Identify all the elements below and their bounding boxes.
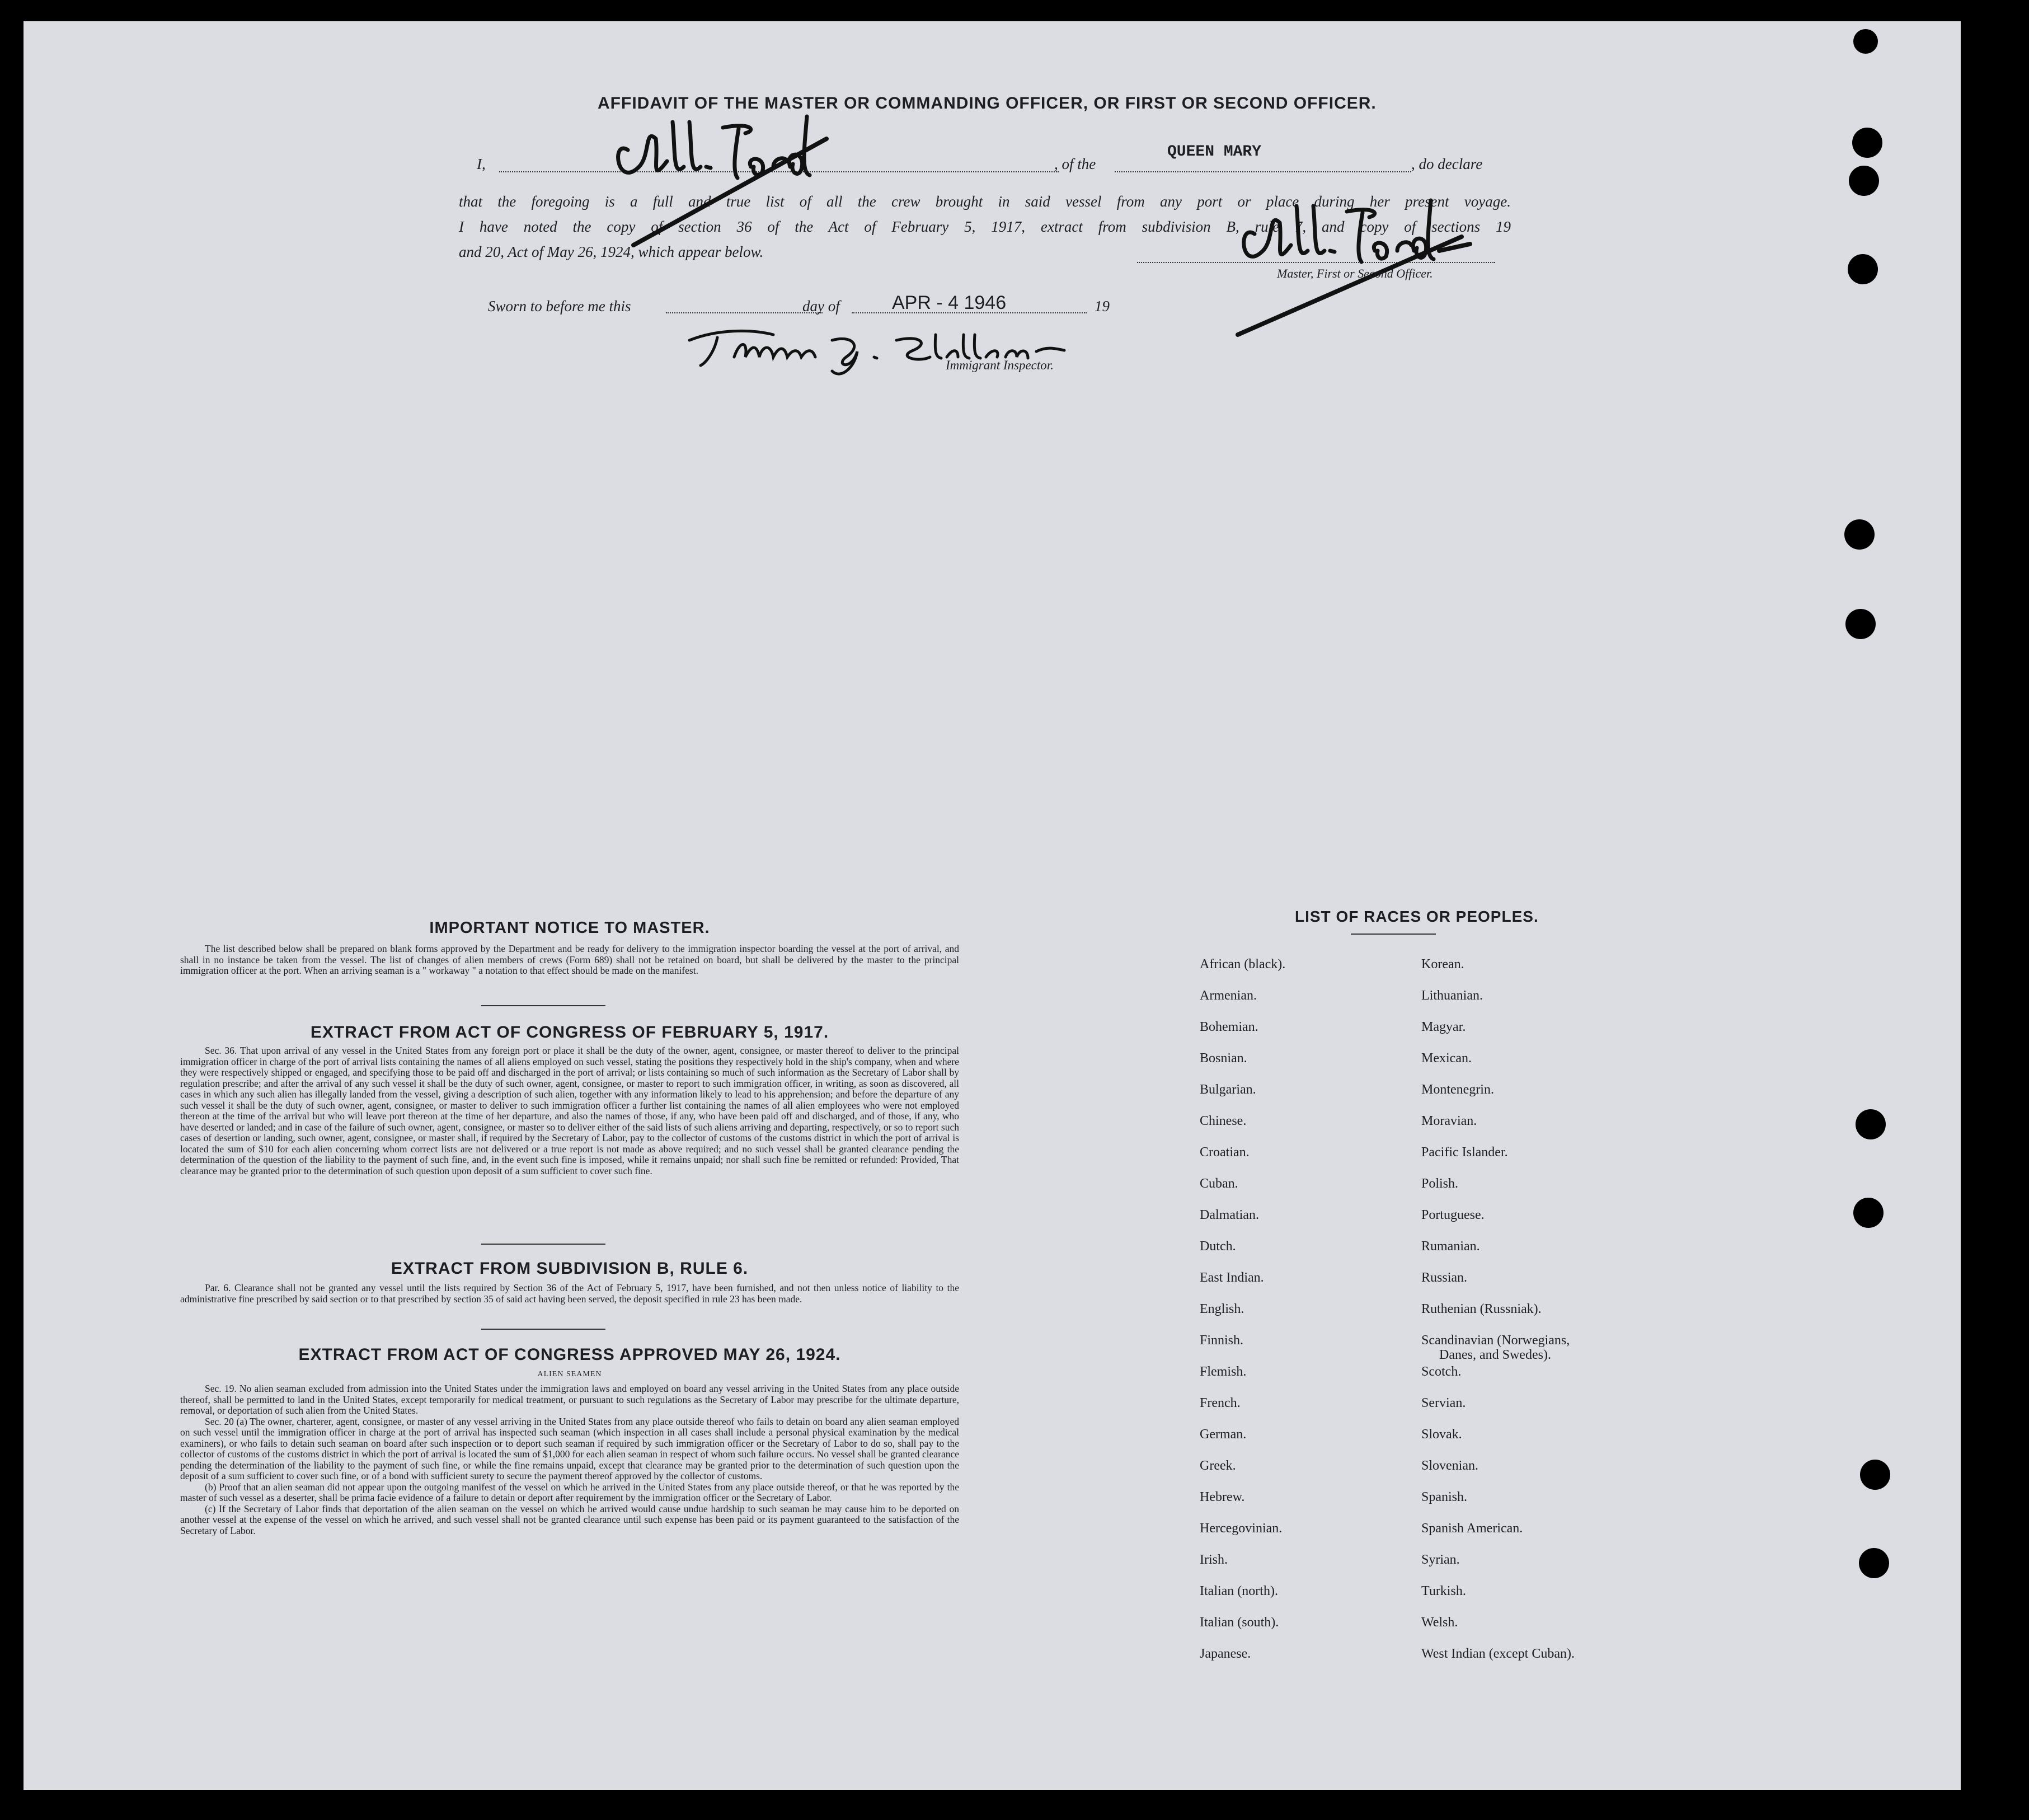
race-item: Ruthenian (Russniak). [1421,1302,1542,1316]
race-item: Korean. [1421,957,1464,972]
sworn-date-stamp: APR - 4 1946 [892,292,1007,313]
punch-hole [1860,1460,1890,1490]
race-item: Dutch. [1200,1239,1236,1254]
extract-1924-paragraph: Sec. 19. No alien seaman excluded from admission into the United States under the immigration laws and employed on board any vessel arriving in the United States from any place outside thereof, shall be permitted to land in the United States, except temporarily for medical treatment, or pursuant to such regulations as the Secretary of Labor may prescribe for the ultimate departure, removal, or deportation of such alien from the United States. [180,1383,959,1416]
race-item: Scotch. [1421,1364,1462,1379]
extract-1924-paragraph: (c) If the Secretary of Labor finds that deportation of the alien seaman on the vessel on which he arrived would cause undue hardship to such seaman he may cause him to be deported on another vessel at the expense of the vessel on which he arrived, and such vessel shall not be granted clearance until such expense has been paid or its payment guaranteed to the satisfaction of the Secretary of Labor. [180,1503,959,1536]
race-item: Magyar. [1421,1020,1466,1034]
race-item: West Indian (except Cuban). [1421,1647,1575,1661]
race-item: Pacific Islander. [1421,1145,1508,1160]
race-item: Montenegrin. [1421,1082,1494,1097]
extract-1924-subtitle: ALIEN SEAMEN [537,1370,602,1378]
affidavit-body-line: that the foregoing is a full and true list of all the crew brought in said vessel from any port or place during her present voyage. [459,193,1511,210]
affidavit-title: AFFIDAVIT OF THE MASTER OR COMMANDING OFFICER, OR FIRST OR SECOND OFFICER. [598,94,1377,112]
race-item: Mexican. [1421,1051,1472,1066]
punch-hole [1853,1198,1884,1228]
race-item: Armenian. [1200,988,1257,1003]
race-item: Lithuanian. [1421,988,1483,1003]
punch-hole [1849,166,1879,196]
inspector-caption: Immigrant Inspector. [946,358,1054,372]
affidavit-body-line: I have noted the copy of section 36 of the Act of February 5, 1917, extract from subdivision B, rule 7, and copy of sections 19 [459,218,1511,235]
rule6-text [180,1283,959,1305]
notice-text [180,944,959,977]
race-item: Flemish. [1200,1364,1247,1379]
race-item: Welsh. [1421,1615,1458,1630]
extract-1917-title: EXTRACT FROM ACT OF CONGRESS OF FEBRUARY 5, 1917. [310,1023,829,1042]
race-item: Bohemian. [1200,1020,1258,1034]
race-item: Finnish. [1200,1333,1244,1348]
of-the-label: , of the [1054,156,1096,172]
punch-hole [1844,519,1875,550]
race-item: Hebrew. [1200,1490,1245,1504]
master-signature-1 [605,105,840,251]
race-item: Turkish. [1421,1584,1466,1598]
race-item: Dalmatian. [1200,1208,1259,1222]
divider [481,1244,605,1245]
punch-hole [1848,254,1878,284]
races-title: LIST OF RACES OR PEOPLES. [1295,908,1539,925]
race-item: English. [1200,1302,1244,1316]
race-item: Bulgarian. [1200,1082,1256,1097]
punch-hole [1856,1109,1886,1139]
races-divider [1351,934,1436,935]
race-item: Japanese. [1200,1647,1251,1661]
race-item: East Indian. [1200,1270,1264,1285]
notice-paragraph: The list described below shall be prepared on blank forms approved by the Department and be ready for delivery to the immigration inspector boarding the vessel at the port of arrival, and shall in no instance be taken from the vessel. The list of changes of alien members of crews (Form 689) shall not be retained on board, but shall be delivered by the master to the principal immigration officer at the port. When an arriving seaman is a " workaway " a notation to that effect should be made on the manifest. [180,943,959,976]
race-item: Slovak. [1421,1427,1462,1442]
extract-1924-title: EXTRACT FROM ACT OF CONGRESS APPROVED MAY 26, 1924. [298,1345,841,1364]
race-item: Bosnian. [1200,1051,1247,1066]
race-item: Polish. [1421,1176,1459,1191]
race-item: Italian (north). [1200,1584,1278,1598]
extract-1917-paragraph: Sec. 36. That upon arrival of any vessel in the United States from any foreign port or place it shall be the duty of the owner, agent, consignee, or master thereof to deliver to the principal immigration officer in charge of the port of arrival lists containing the names of all aliens employed on such vessel, stating the positions they respectively hold in the ship's company, when and where they were respectively shipped or engaged, and specifying those to be paid off and discharged in the port of arrival; or lists containing so much of such information as the Secretary of Labor shall by regulation prescribe; and after the arrival of any such vessel it shall be the duty of such owner, agent, consignee, or master to report to such immigration officer, in writing, as soon as discovered, all cases in which any such alien has illegally landed from the vessel, giving a description of such alien, together with any information likely to lead to his apprehension; and before the departure of any such vessel it shall be the duty of such owner, agent, consignee, or master to deliver to such immigration officer a further list containing the names of all alien employees who were not employed thereon at the time of the arrival but who will leave port thereon at the time of her departure, and also the names of those, if any, who have been paid off and discharged, and of those, if any, who have deserted or landed; and in case of the failure of such owner, agent, consignee, or master so to deliver either of the said lists of such aliens arriving and departing, respectively, or so to report such cases of desertion or landing, such owner, agent, consignee, or master shall, if required by the Secretary of Labor, pay to the collector of customs of the customs district in which the port of arrival is located the sum of $10 for each alien concerning whom correct lists are not delivered or a true report is not made as above required; and no such vessel shall be granted clearance pending the determination of the question of the liability to the payment of such fine, and, in the event such fine is imposed, while it remains unpaid; nor shall such fine be remitted or refunded: Provided, That clearance may be granted prior to the determination of such question upon deposit of a sum sufficient to cover such fine. [180,1045,959,1176]
sworn-label: Sworn to before me this [488,298,631,315]
document-page [24,21,1961,1790]
race-item: Chinese. [1200,1114,1247,1128]
punch-hole [1859,1548,1889,1578]
i-label: I, [477,156,486,172]
master-signature-2 [1227,184,1478,340]
extract-1917-text [180,1045,959,1176]
divider [481,1329,605,1330]
race-item: Greek. [1200,1458,1236,1473]
do-declare-label: , do declare [1411,156,1483,172]
race-item: Croatian. [1200,1145,1250,1160]
punch-hole [1845,609,1876,639]
affidavit-body-line: and 20, Act of May 26, 1924, which appear below. [459,243,764,260]
race-item: Cuban. [1200,1176,1238,1191]
race-item: French. [1200,1396,1241,1410]
day-of-label: day of [802,298,840,315]
race-item: Servian. [1421,1396,1466,1410]
race-item: Syrian. [1421,1552,1460,1567]
punch-hole [1853,29,1878,54]
race-item: African (black). [1200,957,1286,972]
rule6-paragraph: Par. 6. Clearance shall not be granted any vessel until the lists required by Section 36 of the Act of February 5, 1917, have been furnished, and not then unless notice of liability to the administrative fine prescribed by said section or to that prescribed by section 35 of said act having been served, the deposit specified in rule 23 has been made. [180,1282,959,1305]
race-item: Slovenian. [1421,1458,1478,1473]
race-item: Irish. [1200,1552,1228,1567]
race-item: Russian. [1421,1270,1468,1285]
race-item: Hercegovinian. [1200,1521,1283,1536]
year-label: 19 [1095,298,1110,315]
race-item: Rumanian. [1421,1239,1480,1254]
extract-1924-paragraph: (b) Proof that an alien seaman did not appear upon the outgoing manifest of the vessel on which he arrived in the United States from any place outside thereof, or that he was reported by the master of such vessel as a deserter, shall be prima facie evidence of a failure to detain or deport after requirement by the immigration officer or the Secretary of Labor. [180,1481,959,1503]
race-item: German. [1200,1427,1247,1442]
extract-1924-text [180,1383,959,1536]
race-item: Spanish American. [1421,1521,1523,1536]
race-item-continued: Danes, and Swedes). [1439,1348,1551,1362]
divider [481,1005,605,1006]
rule6-title: EXTRACT FROM SUBDIVISION B, RULE 6. [391,1259,749,1278]
vessel-name-stamp: QUEEN MARY [1167,143,1262,161]
race-item: Spanish. [1421,1490,1468,1504]
race-item: Moravian. [1421,1114,1477,1128]
notice-title: IMPORTANT NOTICE TO MASTER. [429,919,710,937]
punch-hole [1852,128,1882,158]
extract-1924-paragraph: Sec. 20 (a) The owner, charterer, agent, consignee, or master of any vessel arriving in the United States from any place outside thereof who fails to detain on board any alien seaman employed on such vessel until the immigration officer in charge at the port of arrival has inspected such seaman (which inspection in all cases shall include a personal physical examination by the medical examiners), or who fails to detain such seaman on board after such inspection or to deport such seaman if required by such immigration officer or the Secretary of Labor to do so, shall pay to the collector of customs of the customs district in which the port of arrival is located the sum of $1,000 for each alien seaman in respect of whom such failure occurs. No vessel shall be granted clearance pending the determination of the liability to the payment of such fine, or while the fine remains unpaid, except that clearance may be granted prior to the determination of such question upon the deposit of a sum sufficient to cover such fine, or of a bond with sufficient surety to secure the payment thereof approved by the collector of customs. [180,1415,959,1481]
race-item: Scandinavian (Norwegians, [1421,1333,1570,1348]
master-caption: Master, First or Second Officer. [1277,266,1433,280]
sworn-day-line [666,312,823,313]
race-item: Italian (south). [1200,1615,1279,1630]
vessel-name-line [1115,171,1411,172]
race-item: Portuguese. [1421,1208,1485,1222]
